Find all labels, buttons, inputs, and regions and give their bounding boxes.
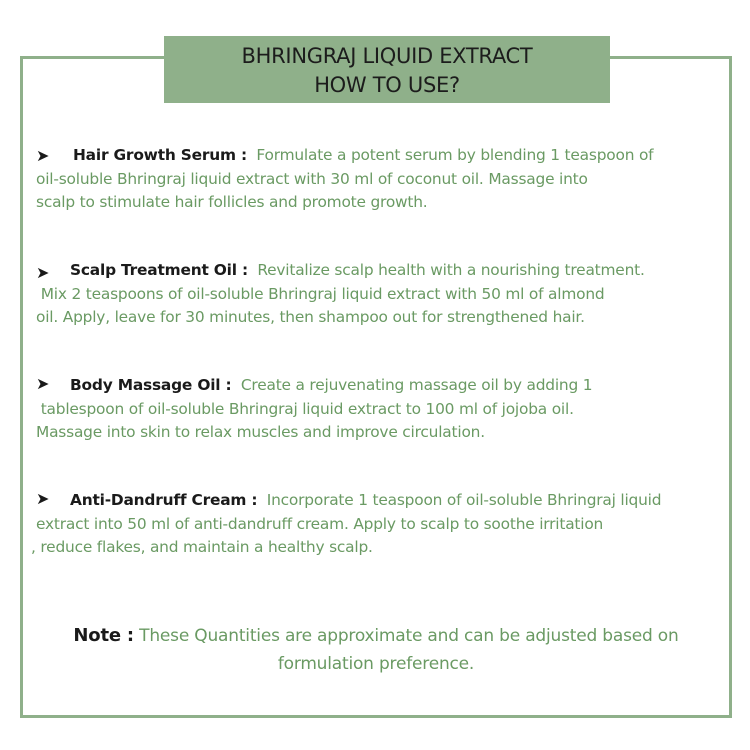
arrowhead-bullet-icon: ➤	[36, 374, 50, 393]
item-heading: Scalp Treatment Oil :	[70, 261, 248, 279]
title-banner	[164, 36, 610, 103]
item-text-line: extract into 50 ml of anti-dandruff cream. Apply to scalp to soothe irritation	[36, 514, 604, 533]
item-text-line: Incorporate 1 teaspoon of oil-soluble Bhringraj liquid	[266, 491, 662, 509]
item-text-line: oil-soluble Bhringraj liquid extract with 30 ml of coconut oil. Massage into	[36, 169, 588, 188]
frame-top-left	[20, 56, 164, 59]
frame-left	[20, 56, 23, 718]
title-line-1: BHRINGRAJ LIQUID EXTRACT	[241, 44, 533, 68]
arrowhead-bullet-icon: ➤	[36, 146, 50, 165]
item-text-line: , reduce flakes, and maintain a healthy scalp.	[31, 538, 373, 556]
note-block	[36, 622, 716, 678]
item-text-line: Mix 2 teaspoons of oil-soluble Bhringraj liquid extract with 50 ml of almond	[36, 284, 605, 303]
usage-item-anti-dandruff-cream	[31, 489, 726, 560]
item-text-line: oil. Apply, leave for 30 minutes, then shampoo out for strengthened hair.	[36, 308, 585, 326]
arrowhead-bullet-icon: ➤	[36, 489, 50, 508]
item-heading: Anti-Dandruff Cream :	[70, 491, 258, 509]
arrowhead-bullet-icon: ➤	[36, 263, 50, 282]
usage-item-body-massage-oil	[36, 374, 726, 445]
frame-top-right	[610, 56, 732, 59]
item-text-line: Revitalize scalp health with a nourishing treatment.	[257, 261, 645, 279]
title-line-2: HOW TO USE?	[314, 73, 460, 97]
note-text-line: These Quantities are approximate and can be adjusted based on	[139, 626, 679, 646]
item-text-line: tablespoon of oil-soluble Bhringraj liquid extract to 100 ml of jojoba oil.	[36, 399, 574, 418]
item-text-line: Massage into skin to relax muscles and improve circulation.	[36, 423, 485, 441]
usage-item-scalp-treatment-oil	[36, 259, 726, 330]
usage-item-hair-growth-serum	[36, 144, 726, 215]
item-text-line: Create a rejuvenating massage oil by adding 1	[240, 376, 593, 394]
item-text-line: scalp to stimulate hair follicles and promote growth.	[36, 193, 428, 211]
item-heading: Body Massage Oil :	[70, 376, 232, 394]
frame-bottom	[20, 715, 732, 718]
note-label: Note :	[73, 625, 134, 646]
note-text-line: formulation preference.	[277, 654, 475, 674]
item-heading: Hair Growth Serum :	[73, 146, 247, 164]
frame-right	[729, 56, 732, 718]
item-text-line: Formulate a potent serum by blending 1 teaspoon of	[256, 146, 654, 164]
